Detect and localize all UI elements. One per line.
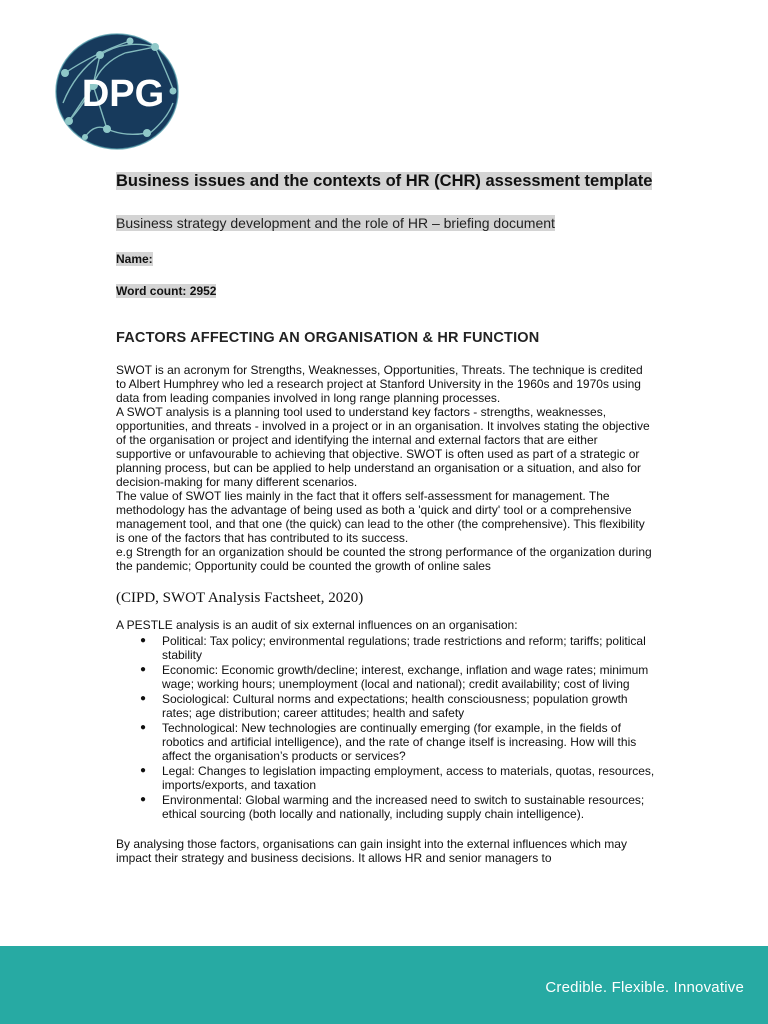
list-item	[116, 764, 656, 792]
closing-paragraph: By analysing those factors, organisations can gain insight into the external influences which may impact their strategy and business decisions. It allows HR and senior managers to	[116, 837, 627, 865]
dpg-logo	[55, 33, 179, 150]
pestle-list	[116, 634, 656, 821]
pestle-item-legal: Legal: Changes to legislation impacting employment, access to materials, quotas, resources, imports/exports, and taxation	[162, 764, 655, 792]
name-field	[116, 251, 656, 267]
pestle-item-technological: Technological: New technologies are continually emerging (for example, in the fields of robotics and artificial intelligence), and the rate of change itself is increasing. How will this affect the organisation’s products or services?	[162, 721, 637, 763]
logo-text: DPG	[81, 73, 165, 115]
bullet-icon: ●	[140, 794, 147, 805]
bullet-icon: ●	[140, 664, 147, 675]
bullet-icon: ●	[140, 693, 147, 704]
name-label: Name:	[116, 252, 153, 266]
document-subtitle-text: Business strategy development and the role of HR – briefing document	[116, 215, 555, 231]
bullet-icon: ●	[140, 722, 147, 733]
document-title-text: Business issues and the contexts of HR (CHR) assessment template	[116, 172, 653, 190]
word-count-label: Word count: 2952	[116, 284, 217, 298]
list-item	[116, 793, 656, 821]
pestle-item-political: Political: Tax policy; environmental regulations; trade restrictions and reform; tariffs; political stability	[162, 634, 646, 662]
pestle-intro: A PESTLE analysis is an audit of six external influences on an organisation:	[116, 618, 518, 632]
swot-paragraph-4: e.g Strength for an organization should be counted the strong performance of the organization during the pandemic; Opportunity could be counted the growth of online sales	[116, 545, 652, 573]
document-subtitle	[116, 214, 656, 232]
pestle-item-economic: Economic: Economic growth/decline; interest, exchange, inflation and wage rates; minimum wage; working hours; unemployment (local and national); credit availability; cost of living	[162, 663, 649, 691]
bullet-icon: ●	[140, 765, 147, 776]
globe-network-icon	[55, 33, 179, 150]
citation: (CIPD, SWOT Analysis Factsheet, 2020)	[116, 590, 364, 606]
swot-section	[116, 363, 656, 573]
document-content	[116, 170, 656, 865]
bullet-icon: ●	[140, 635, 147, 646]
document-title	[116, 170, 656, 192]
word-count-field	[116, 283, 656, 299]
footer-tagline: Credible. Flexible. Innovative	[545, 979, 744, 996]
list-item	[116, 692, 656, 720]
list-item	[116, 721, 656, 763]
pestle-item-sociological: Sociological: Cultural norms and expectations; health consciousness; population growth rates; age distribution; career attitudes; health and safety	[162, 692, 628, 720]
footer-band	[0, 946, 768, 1024]
swot-paragraph-2: A SWOT analysis is a planning tool used to understand key factors - strengths, weaknesses, opportunities, and threats - involved in a project or in an organisation. It involves stating the objective of the organisation or project and identifying the internal and external factors that are either supportive or unfavourable to achieving that objective. SWOT is often used as part of a strategic or planning process, but can be applied to help understand an organisation or a situation, and also for decision-making for many different scenarios.	[116, 405, 650, 489]
list-item	[116, 634, 656, 662]
list-item	[116, 663, 656, 691]
pestle-item-environmental: Environmental: Global warming and the increased need to switch to sustainable resources; ethical sourcing (both locally and nationally, including supply chain intelligence).	[162, 793, 645, 821]
section-heading: FACTORS AFFECTING AN ORGANISATION & HR FUNCTION	[116, 330, 540, 346]
swot-paragraph-3: The value of SWOT lies mainly in the fact that it offers self-assessment for management. The methodology has the advantage of being used as both a 'quick and dirty' tool or a comprehensive management tool, and that one (the quick) can lead to the other (the comprehensive). This flexibility is one of the factors that has contributed to its success.	[116, 489, 645, 545]
swot-paragraph-1: SWOT is an acronym for Strengths, Weaknesses, Opportunities, Threats. The technique is credited to Albert Humphrey who led a research project at Stanford University in the 1960s and 1970s using data from leading companies involved in long range planning processes.	[116, 363, 643, 405]
